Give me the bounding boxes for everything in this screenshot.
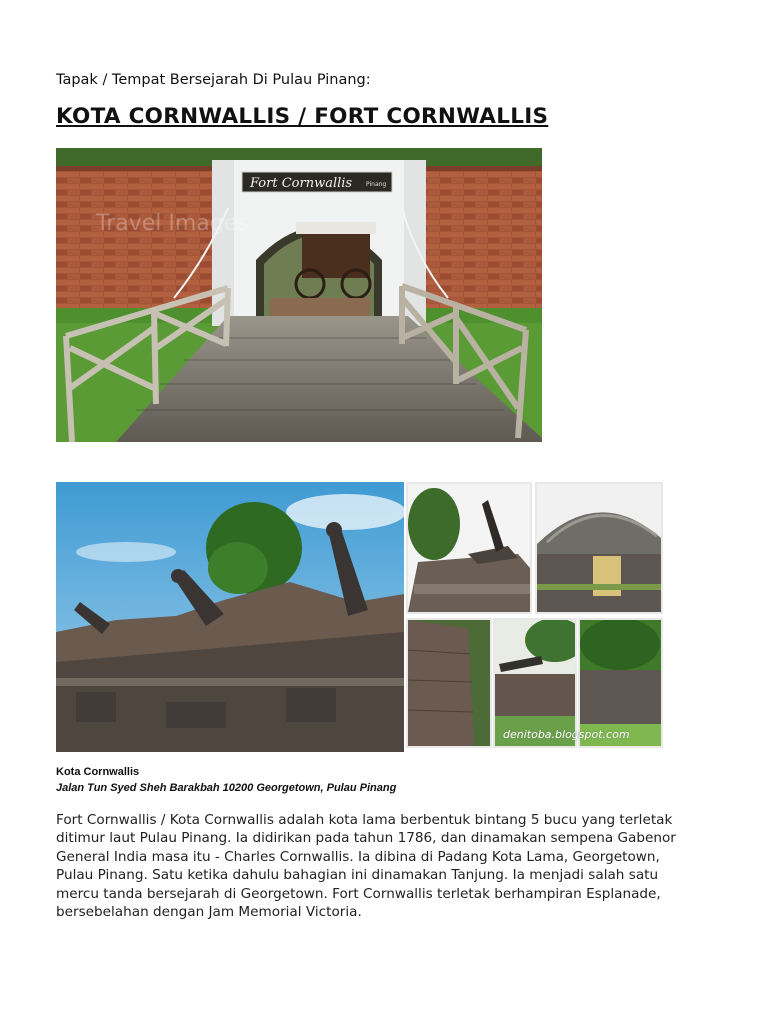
body-line: Fort Cornwallis / Kota Cornwallis adalah kota lama berbentuk bintang 5 bucu yang terletak (56, 812, 673, 828)
collage-wall-photo (408, 620, 490, 746)
collage-dome-photo (537, 484, 661, 612)
travel-images-watermark: Travel Images (96, 211, 249, 236)
caption-name: Kota Cornwallis (56, 766, 140, 778)
collage-cannon-tower-photo (408, 484, 530, 612)
body-line: General India masa itu - Charles Cornwallis. Ia dibina di Padang Kota Lama, Georgetown, (56, 848, 660, 865)
body-line: bersebelahan dengan Jam Memorial Victoria. (56, 904, 362, 921)
fort-gate-photo (56, 148, 542, 442)
document-title: KOTA CORNWALLIS / FORT CORNWALLIS (56, 104, 549, 129)
body-line: Pulau Pinang. Satu ketika dahulu bahagian ini dinamakan Tanjung. Ia menjadi salah satu (56, 867, 659, 884)
document-subtitle: Tapak / Tempat Bersejarah Di Pulau Pinang: (56, 72, 371, 88)
caption-address: Jalan Tun Syed Sheh Barakbah 10200 Georgetown, Pulau Pinang (56, 782, 397, 794)
gate-sign-text: Fort Cornwallis (250, 176, 353, 191)
body-paragraph (56, 811, 706, 921)
blog-watermark: denitoba.blogspot.com (503, 728, 630, 741)
body-line: mercu tanda bersejarah di Georgetown. Fort Cornwallis terletak berhampiran Esplanade, (56, 885, 661, 902)
gate-sign-small-text: Pinang (366, 181, 387, 188)
fort-cannons-photo (56, 482, 404, 752)
body-line: ditimur laut Pulau Pinang. Ia didirikan pada tahun 1786, dan dinamakan sempena Gabenor (56, 830, 676, 847)
